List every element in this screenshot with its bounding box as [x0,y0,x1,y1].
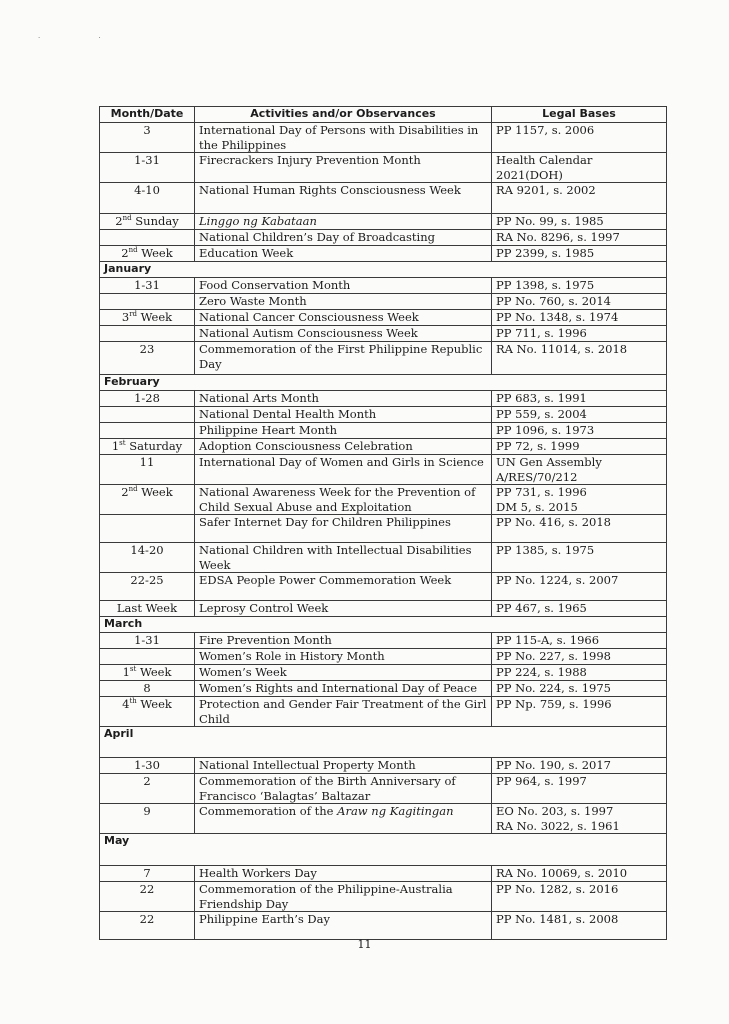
legal-basis-line: RA No. 10069, s. 2010 [496,866,628,880]
legal-basis-cell [492,278,667,294]
legal-basis-cell [492,774,667,804]
activity-cell: Zero Waste Month [195,294,492,310]
legal-basis-line: PP No. 190, s. 2017 [496,758,611,772]
legal-basis-line: PP 731, s. 1996 [496,485,587,499]
table-row [100,326,667,342]
legal-basis-line: PP No. 416, s. 2018 [496,515,611,529]
date-cell [100,230,195,246]
date-cell: Last Week [100,601,195,617]
date-ordinal: 2 [121,485,129,499]
table-row [100,342,667,375]
table-row [100,681,667,697]
activity-cell: National Awareness Week for the Prevention of Child Sexual Abuse and Exploitation [195,485,492,515]
legal-basis-line: PP Np. 759, s. 1996 [496,697,612,711]
month-heading-row [100,834,667,866]
legal-basis-line: PP 1398, s. 1975 [496,278,595,292]
legal-basis-line: PP 1385, s. 1975 [496,543,595,557]
table-row [100,573,667,601]
legal-basis-cell [492,407,667,423]
activity-cell: Leprosy Control Week [195,601,492,617]
table-row [100,665,667,681]
month-heading: February [100,375,667,391]
legal-basis-cell [492,342,667,375]
table-row [100,543,667,573]
activity-cell: Women’s Rights and International Day of Peace [195,681,492,697]
legal-basis-cell [492,183,667,214]
date-cell: 3 [100,123,195,153]
date-cell [100,485,195,515]
activity-cell: Women’s Week [195,665,492,681]
legal-basis-cell [492,882,667,912]
table-row [100,183,667,214]
legal-basis-line: PP No. 224, s. 1975 [496,681,611,695]
month-heading-row [100,617,667,633]
table-row [100,439,667,455]
table-row [100,246,667,262]
date-ordinal-suffix: nd [128,485,138,494]
legal-basis-cell [492,665,667,681]
legal-basis-line: RA No. 8296, s. 1997 [496,230,620,244]
activity-cell: Protection and Gender Fair Treatment of the Girl Child [195,697,492,727]
table-row [100,804,667,834]
legal-basis-cell [492,758,667,774]
legal-basis-cell [492,153,667,183]
scan-specks: · · [38,34,129,42]
date-cell: 8 [100,681,195,697]
date-rest: Sunday [131,214,179,228]
legal-basis-line: DM 5, s. 2015 [496,499,578,514]
activity-cell: National Dental Health Month [195,407,492,423]
date-ordinal-suffix: th [129,697,137,706]
legal-basis-line: PP No. 1282, s. 2016 [496,882,619,896]
legal-basis-cell [492,485,667,515]
table-row [100,230,667,246]
activity-italic-text: Araw ng Kagitingan [337,804,454,818]
activity-cell: National Children with Intellectual Disabilities Week [195,543,492,573]
legal-basis-line: PP 467, s. 1965 [496,601,587,615]
legal-basis-cell [492,681,667,697]
table-row [100,697,667,727]
date-cell: 1-30 [100,758,195,774]
activity-cell: International Day of Women and Girls in Science [195,455,492,485]
table-row [100,423,667,439]
legal-basis-line: PP No. 99, s. 1985 [496,214,604,228]
date-cell: 1-31 [100,633,195,649]
date-cell [100,423,195,439]
date-ordinal-suffix: st [129,665,137,674]
legal-basis-line: PP 2399, s. 1985 [496,246,595,260]
legal-basis-cell [492,912,667,940]
activity-cell: EDSA People Power Commemoration Week [195,573,492,601]
legal-basis-line: Health Calendar 2021(DOH) [496,153,593,182]
legal-basis-cell [492,391,667,407]
table-row [100,407,667,423]
legal-basis-cell [492,123,667,153]
month-heading-row [100,262,667,278]
date-ordinal: 2 [121,246,129,260]
table-header-row [100,107,667,123]
observances-table [99,106,667,940]
date-ordinal-suffix: rd [129,310,138,319]
legal-basis-line: RA No. 11014, s. 2018 [496,342,628,356]
table-row [100,294,667,310]
table-row [100,633,667,649]
legal-basis-line: PP 683, s. 1991 [496,391,587,405]
date-rest: Week [137,310,173,324]
legal-basis-cell [492,515,667,543]
table-row [100,391,667,407]
activity-cell: Health Workers Day [195,866,492,882]
legal-basis-line: PP No. 1224, s. 2007 [496,573,619,587]
activity-cell: Food Conservation Month [195,278,492,294]
date-cell [100,326,195,342]
month-heading-row [100,727,667,758]
date-rest: Week [136,665,172,679]
activity-cell: Fire Prevention Month [195,633,492,649]
header-activities: Activities and/or Observances [195,107,492,123]
date-cell: 14-20 [100,543,195,573]
legal-basis-line: UN Gen Assembly A/RES/70/212 [496,455,602,484]
activity-cell: Education Week [195,246,492,262]
activity-text: Commemoration of the [199,804,338,818]
table-row [100,758,667,774]
activity-cell: Firecrackers Injury Prevention Month [195,153,492,183]
legal-basis-cell [492,439,667,455]
table-row [100,153,667,183]
date-ordinal: 2 [115,214,123,228]
legal-basis-cell [492,230,667,246]
activity-cell: National Cancer Consciousness Week [195,310,492,326]
activity-cell: National Autism Consciousness Week [195,326,492,342]
legal-basis-line: PP No. 760, s. 2014 [496,294,611,308]
date-cell [100,214,195,230]
date-cell [100,246,195,262]
legal-basis-line: PP 72, s. 1999 [496,439,580,453]
date-cell [100,439,195,455]
legal-basis-line: PP 711, s. 1996 [496,326,587,340]
activity-cell [195,804,492,834]
activity-italic-text: Linggo ng Kabataan [199,214,317,228]
activity-cell: International Day of Persons with Disabilities in the Philippines [195,123,492,153]
month-heading: April [100,727,667,758]
table-row [100,278,667,294]
legal-basis-cell [492,601,667,617]
table-row [100,912,667,940]
date-cell: 1-31 [100,153,195,183]
legal-basis-cell [492,326,667,342]
date-cell: 23 [100,342,195,375]
header-legal-bases: Legal Bases [492,107,667,123]
legal-basis-line: PP No. 227, s. 1998 [496,649,611,663]
table-body [100,123,667,940]
activity-cell: Commemoration of the First Philippine Republic Day [195,342,492,375]
date-cell [100,665,195,681]
date-cell: 4-10 [100,183,195,214]
month-heading: March [100,617,667,633]
activity-cell: National Intellectual Property Month [195,758,492,774]
date-rest: Week [137,485,173,499]
legal-basis-line: PP 1157, s. 2006 [496,123,595,137]
legal-basis-line: PP 559, s. 2004 [496,407,587,421]
month-heading: January [100,262,667,278]
table-row [100,123,667,153]
activity-cell: Adoption Consciousness Celebration [195,439,492,455]
table-row [100,601,667,617]
date-cell [100,649,195,665]
date-rest: Saturday [125,439,183,453]
date-cell [100,407,195,423]
legal-basis-line: PP 224, s. 1988 [496,665,587,679]
activity-cell: Commemoration of the Philippine-Australia Friendship Day [195,882,492,912]
date-ordinal-suffix: st [119,439,126,448]
legal-basis-line: PP 115-A, s. 1966 [496,633,600,647]
legal-basis-cell [492,649,667,665]
date-ordinal: 3 [121,310,130,324]
date-rest: Week [136,697,172,711]
legal-basis-line: RA 9201, s. 2002 [496,183,596,197]
legal-basis-cell [492,804,667,834]
activity-cell: National Children’s Day of Broadcasting [195,230,492,246]
legal-basis-cell [492,866,667,882]
date-ordinal-suffix: nd [128,246,138,255]
table-row [100,649,667,665]
table-row [100,866,667,882]
activity-cell: Women’s Role in History Month [195,649,492,665]
legal-basis-cell [492,294,667,310]
legal-basis-line: PP 1096, s. 1973 [496,423,595,437]
date-cell: 1-31 [100,278,195,294]
date-cell: 22 [100,912,195,940]
date-rest: Week [137,246,173,260]
date-cell [100,294,195,310]
header-month-date: Month/Date [100,107,195,123]
table-row [100,455,667,485]
date-cell: 9 [100,804,195,834]
table-row [100,214,667,230]
legal-basis-cell [492,543,667,573]
table-row [100,882,667,912]
date-cell: 7 [100,866,195,882]
date-cell: 2 [100,774,195,804]
table-row [100,485,667,515]
date-cell: 1-28 [100,391,195,407]
date-cell: 22 [100,882,195,912]
date-cell [100,515,195,543]
month-heading: May [100,834,667,866]
table-row [100,774,667,804]
activity-cell: Philippine Heart Month [195,423,492,439]
date-cell: 11 [100,455,195,485]
activity-cell: National Human Rights Consciousness Week [195,183,492,214]
legal-basis-line: PP No. 1481, s. 2008 [496,912,619,926]
activity-cell: Commemoration of the Birth Anniversary of Francisco ‘Balagtas’ Baltazar [195,774,492,804]
legal-basis-line: RA No. 3022, s. 1961 [496,818,620,833]
date-cell [100,310,195,326]
activity-cell: National Arts Month [195,391,492,407]
date-cell [100,697,195,727]
date-ordinal-suffix: nd [122,214,132,223]
table-row [100,310,667,326]
table-row [100,515,667,543]
legal-basis-cell [492,310,667,326]
legal-basis-cell [492,573,667,601]
date-ordinal: 1 [111,439,120,453]
legal-basis-line: PP 964, s. 1997 [496,774,587,788]
legal-basis-cell [492,633,667,649]
activity-cell [195,214,492,230]
legal-basis-cell [492,697,667,727]
legal-basis-line: PP No. 1348, s. 1974 [496,310,619,324]
legal-basis-cell [492,214,667,230]
legal-basis-cell [492,455,667,485]
date-ordinal: 1 [122,665,130,679]
activity-cell: Safer Internet Day for Children Philippines [195,515,492,543]
activity-cell: Philippine Earth’s Day [195,912,492,940]
legal-basis-line: EO No. 203, s. 1997 [496,804,614,818]
month-heading-row [100,375,667,391]
legal-basis-cell [492,246,667,262]
date-ordinal: 4 [122,697,130,711]
legal-basis-cell [492,423,667,439]
date-cell: 22-25 [100,573,195,601]
page-number: 11 [357,938,372,951]
